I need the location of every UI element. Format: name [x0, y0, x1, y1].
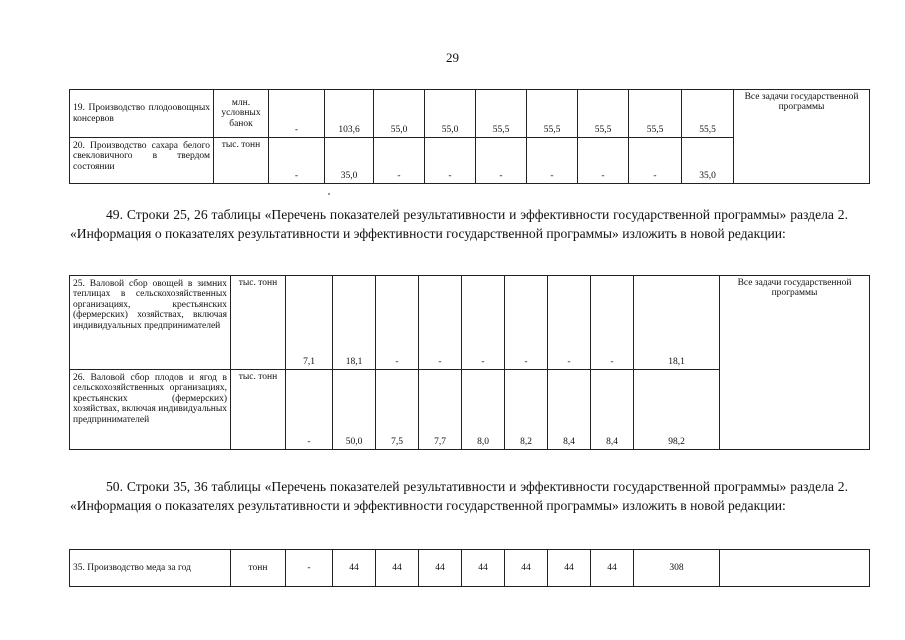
value-cell: - — [269, 90, 325, 138]
table-row — [70, 550, 870, 587]
value-cell: 55,5 — [527, 90, 578, 138]
row-unit: тонн — [231, 550, 286, 587]
value-cell: 98,2 — [634, 370, 720, 450]
value-cell: - — [578, 138, 629, 184]
tasks-cell: Все задачи государственной программы — [734, 90, 870, 184]
row-name: 26. Валовой сбор плодов и ягод в сельскохозяйственных организациях, крестьянских (фермерских) хозяйствах, включая индивидуальных предпринимателей — [70, 370, 231, 450]
value-cell: - — [419, 276, 462, 370]
value-cell: 44 — [419, 550, 462, 587]
value-cell: 44 — [505, 550, 548, 587]
row-name: 19. Производство плодоовощных консервов — [70, 90, 214, 138]
value-cell: 44 — [548, 550, 591, 587]
value-cell: 8,4 — [591, 370, 634, 450]
value-cell: 35,0 — [682, 138, 734, 184]
value-cell: - — [269, 138, 325, 184]
value-cell: - — [548, 276, 591, 370]
value-cell: - — [527, 138, 578, 184]
value-cell: - — [286, 550, 333, 587]
value-cell: 44 — [333, 550, 376, 587]
value-cell: 308 — [634, 550, 720, 587]
row-unit: тыс. тонн — [214, 138, 269, 184]
value-cell: - — [286, 370, 333, 450]
value-cell: - — [425, 138, 476, 184]
value-cell: - — [462, 276, 505, 370]
value-cell: 103,6 — [325, 90, 374, 138]
row-unit: тыс. тонн — [231, 276, 286, 370]
table-row — [70, 90, 870, 138]
value-cell: 55,0 — [425, 90, 476, 138]
value-cell: 8,2 — [505, 370, 548, 450]
value-cell: 55,0 — [374, 90, 425, 138]
row-name: 35. Производство меда за год — [70, 550, 231, 587]
row-name: 25. Валовой сбор овощей в зимних теплицах в сельскохозяйственных организациях, крестьянских (фермерских) хозяйствах, включая индивидуальных предпринимателей — [70, 276, 231, 370]
value-cell: - — [374, 138, 425, 184]
value-cell: 44 — [376, 550, 419, 587]
value-cell: 44 — [462, 550, 505, 587]
value-cell: - — [476, 138, 527, 184]
value-cell: 55,5 — [682, 90, 734, 138]
value-cell: 18,1 — [333, 276, 376, 370]
value-cell: 55,5 — [629, 90, 682, 138]
indicators-table-3 — [69, 549, 870, 587]
value-cell: - — [376, 276, 419, 370]
value-cell: 8,4 — [548, 370, 591, 450]
paragraph-50: 50. Строки 35, 36 таблицы «Перечень показателей результативности и эффективности государственной программы» раздела 2. «Информация о показателях результативности и эффективности государственной программы» изложить в новой редакции: — [70, 479, 848, 513]
row-unit: тыс. тонн — [231, 370, 286, 450]
value-cell: 8,0 — [462, 370, 505, 450]
row-name: 20. Производство сахара белого свекловичного в твердом состоянии — [70, 138, 214, 184]
scan-speck — [328, 193, 330, 195]
value-cell: 7,5 — [376, 370, 419, 450]
value-cell: 35,0 — [325, 138, 374, 184]
value-cell: 50,0 — [333, 370, 376, 450]
tasks-cell: Все задачи государственной программы — [720, 276, 870, 450]
table-row — [70, 276, 870, 370]
value-cell: 55,5 — [578, 90, 629, 138]
value-cell: 7,7 — [419, 370, 462, 450]
page-number: 29 — [446, 50, 459, 65]
indicators-table-1 — [69, 89, 870, 184]
tasks-cell — [720, 550, 870, 587]
value-cell: 18,1 — [634, 276, 720, 370]
value-cell: 55,5 — [476, 90, 527, 138]
value-cell: - — [591, 276, 634, 370]
row-unit: млн. условных банок — [214, 90, 269, 138]
indicators-table-2 — [69, 275, 870, 450]
value-cell: 7,1 — [286, 276, 333, 370]
paragraph-49: 49. Строки 25, 26 таблицы «Перечень показателей результативности и эффективности государственной программы» раздела 2. «Информация о показателях результативности и эффективности государственной программы» изложить в новой редакции: — [70, 207, 848, 241]
value-cell: 44 — [591, 550, 634, 587]
value-cell: - — [505, 276, 548, 370]
value-cell: - — [629, 138, 682, 184]
